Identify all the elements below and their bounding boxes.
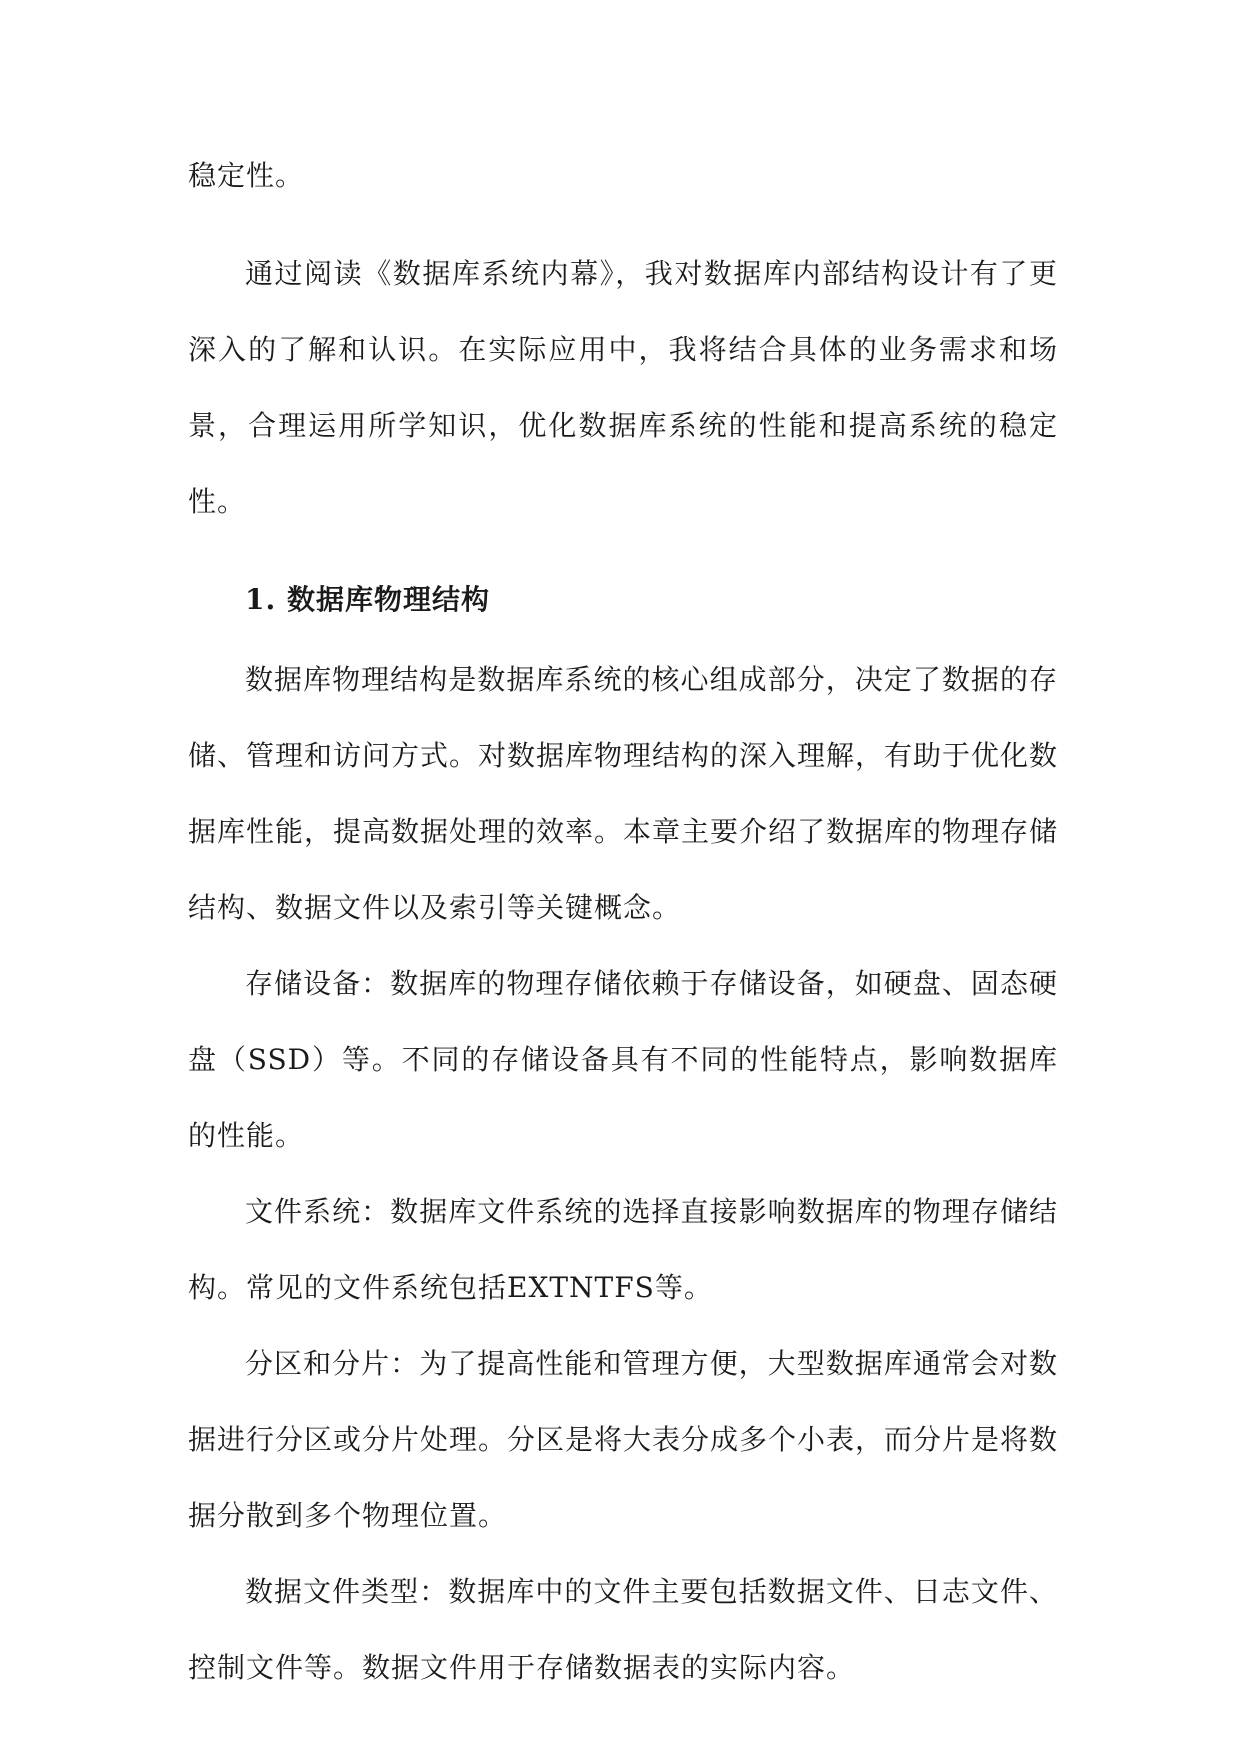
paragraph-file-system: 文件系统：数据库文件系统的选择直接影响数据库的物理存储结构。常见的文件系统包括EXTNTFS等。 (188, 1195, 1058, 1304)
paragraph-continuation: 稳定性。 (188, 159, 305, 192)
paragraph-reading-reflection: 通过阅读《数据库系统内幕》，我对数据库内部结构设计有了更深入的了解和认识。在实际应用中，我将结合具体的业务需求和场景，合理运用所学知识，优化数据库系统的性能和提高系统的稳定性。 (188, 257, 1058, 518)
paragraph-data-file-types: 数据文件类型：数据库中的文件主要包括数据文件、日志文件、控制文件等。数据文件用于存储数据表的实际内容。 (188, 1575, 1058, 1684)
paragraph-storage-devices: 存储设备：数据库的物理存储依赖于存储设备，如硬盘、固态硬盘（SSD）等。不同的存储设备具有不同的性能特点，影响数据库的性能。 (188, 967, 1058, 1152)
paragraph-partition-sharding: 分区和分片：为了提高性能和管理方便，大型数据库通常会对数据进行分区或分片处理。分区是将大表分成多个小表，而分片是将数据分散到多个物理位置。 (188, 1347, 1059, 1532)
section-heading: 1. 数据库物理结构 (245, 583, 490, 616)
paragraph-physical-structure-intro: 数据库物理结构是数据库系统的核心组成部分，决定了数据的存储、管理和访问方式。对数据库物理结构的深入理解，有助于优化数据库性能，提高数据处理的效率。本章主要介绍了数据库的物理存储结构、数据文件以及索引等关键概念。 (188, 663, 1059, 924)
document-body (188, 138, 1058, 1706)
